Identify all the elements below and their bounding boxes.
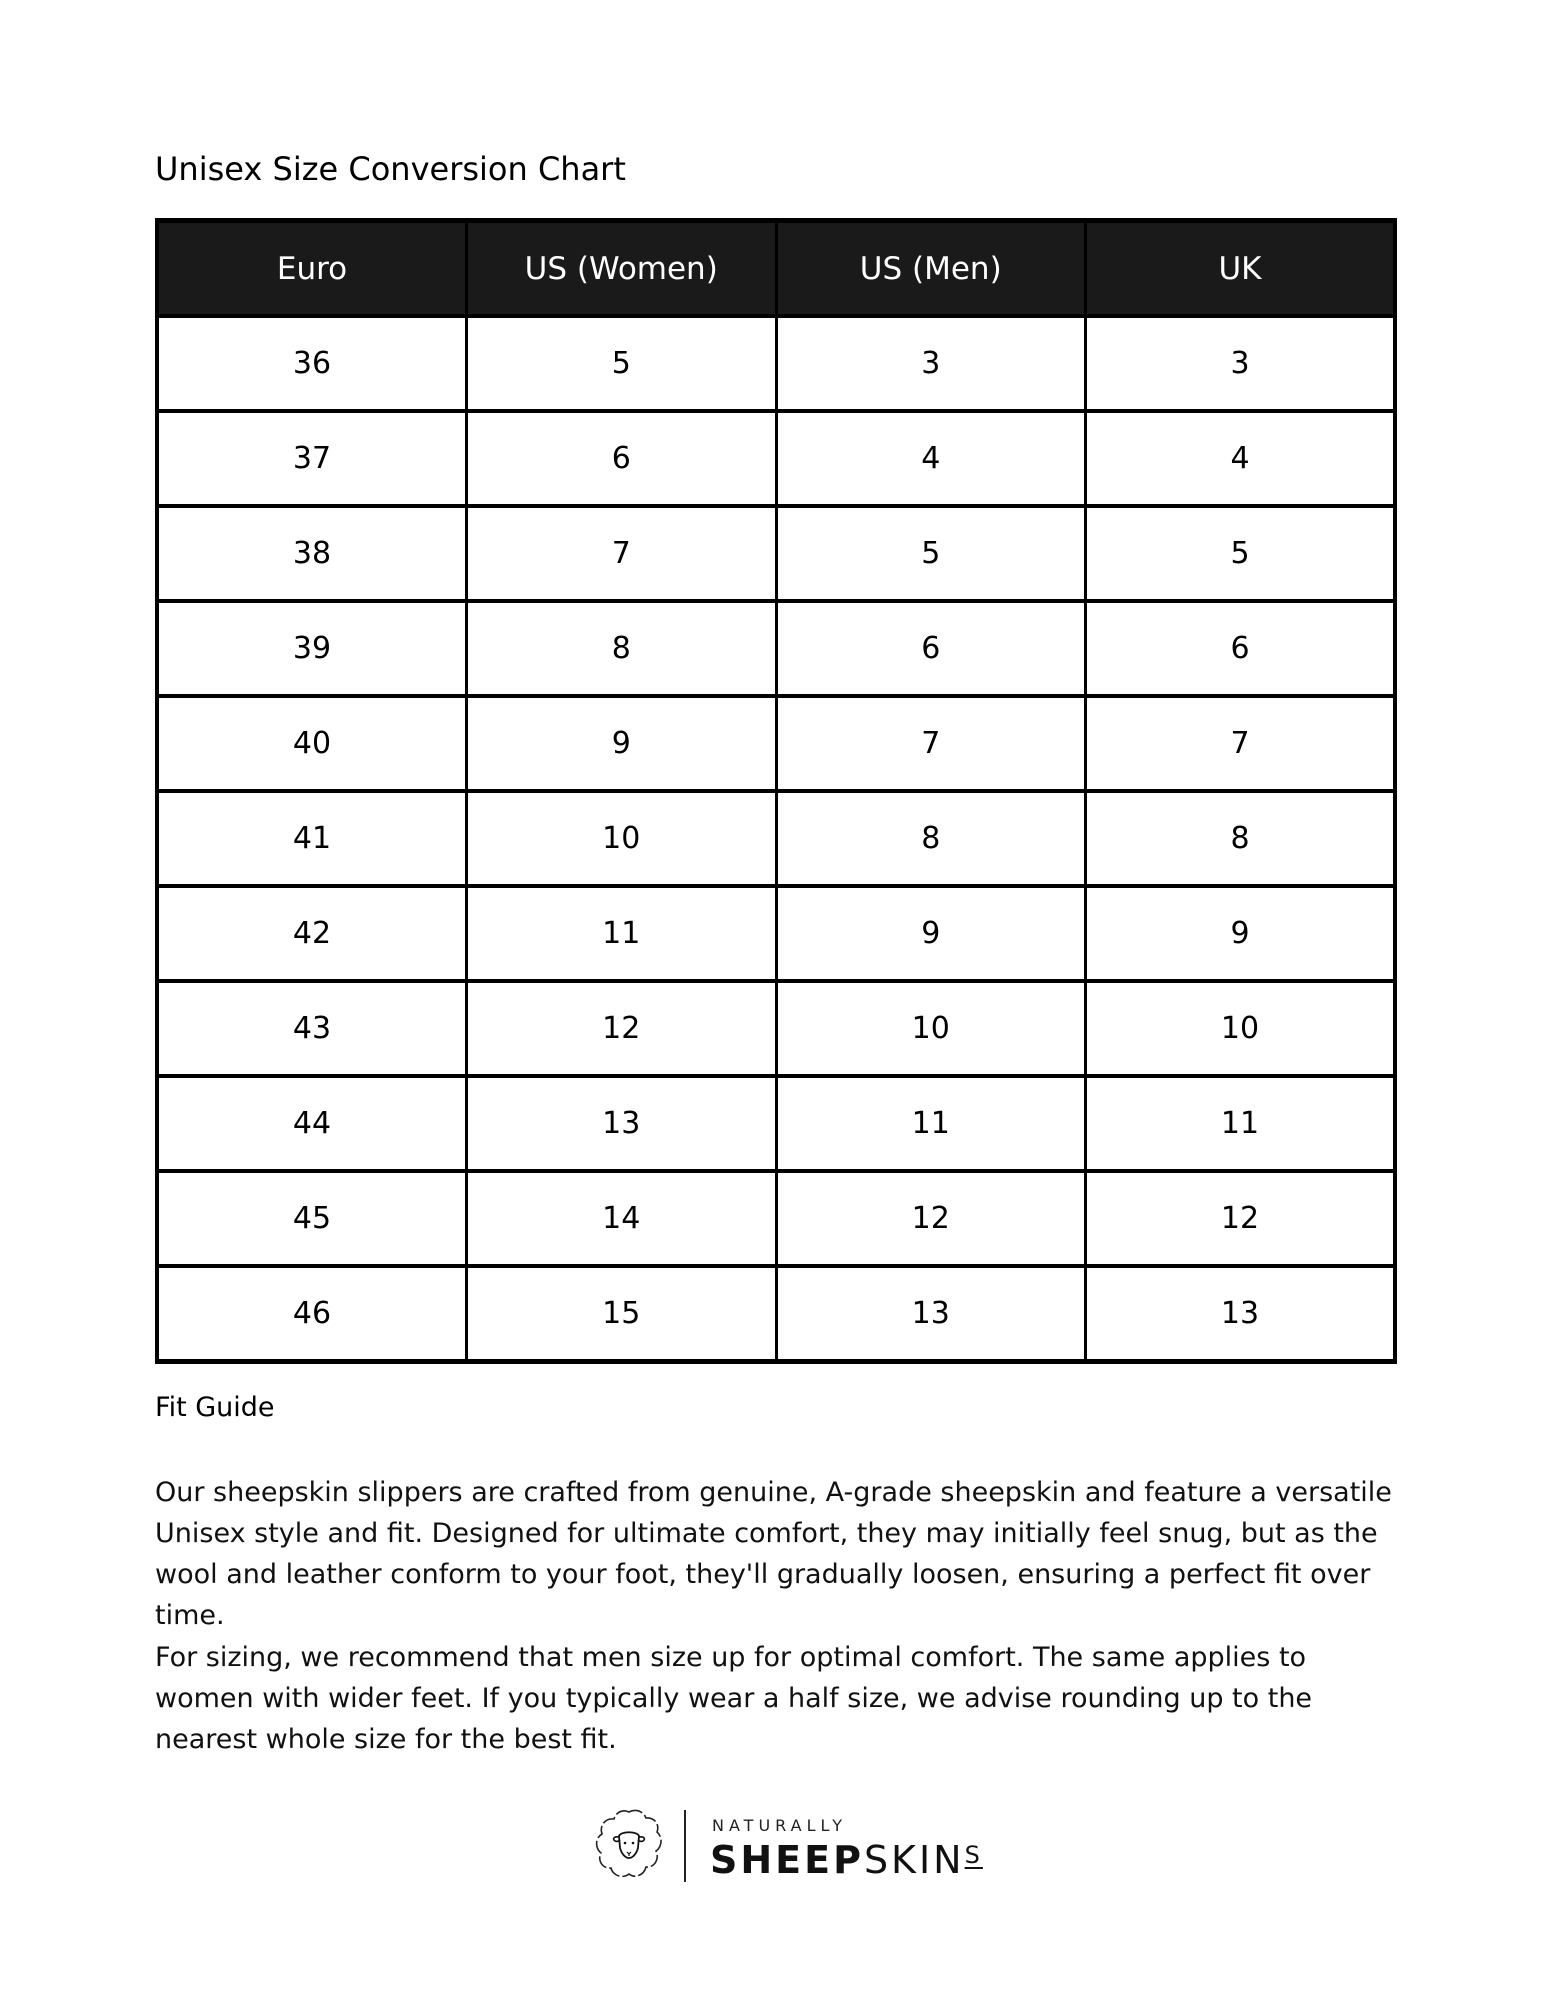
- brand-name-light: SKIN: [863, 1838, 965, 1882]
- cell-us-women: 9: [467, 696, 777, 791]
- brand-name: [710, 1838, 983, 1882]
- table-row: [157, 411, 1395, 506]
- cell-us-women: 13: [467, 1076, 777, 1171]
- page-title: Unisex Size Conversion Chart: [155, 150, 626, 188]
- cell-euro: 39: [157, 601, 467, 696]
- cell-us-men: 5: [776, 506, 1086, 601]
- cell-uk: 9: [1086, 886, 1396, 981]
- brand-name-bold: SHEEP: [710, 1838, 864, 1882]
- table-body: [157, 316, 1395, 1362]
- cell-euro: 41: [157, 791, 467, 886]
- fit-guide-paragraph-1: Our sheepskin slippers are crafted from genuine, A-grade sheepskin and feature a versatile Unisex style and fit. Designed for ultimate comfort, they may initially feel snug, but as the wool and leather conform to your foot, they'll gradually loosen, ensuring a perfect fit over time.: [155, 1477, 1392, 1631]
- cell-us-men: 8: [776, 791, 1086, 886]
- cell-euro: 45: [157, 1171, 467, 1266]
- cell-uk: 4: [1086, 411, 1396, 506]
- table-row: [157, 316, 1395, 411]
- cell-us-women: 6: [467, 411, 777, 506]
- size-conversion-table: [155, 218, 1397, 1364]
- cell-uk: 10: [1086, 981, 1396, 1076]
- cell-uk: 8: [1086, 791, 1396, 886]
- brand-logo: [594, 1806, 983, 1886]
- cell-euro: 37: [157, 411, 467, 506]
- cell-us-men: 11: [776, 1076, 1086, 1171]
- cell-euro: 42: [157, 886, 467, 981]
- column-header-uk: UK: [1086, 221, 1396, 317]
- cell-us-women: 10: [467, 791, 777, 886]
- column-header-us-men: US (Men): [776, 221, 1086, 317]
- cell-us-women: 15: [467, 1266, 777, 1362]
- cell-us-women: 5: [467, 316, 777, 411]
- table-row: [157, 981, 1395, 1076]
- table-row: [157, 886, 1395, 981]
- table-row: [157, 1266, 1395, 1362]
- cell-euro: 40: [157, 696, 467, 791]
- cell-us-men: 4: [776, 411, 1086, 506]
- cell-uk: 5: [1086, 506, 1396, 601]
- fit-guide-heading: Fit Guide: [155, 1392, 275, 1423]
- cell-us-women: 8: [467, 601, 777, 696]
- cell-us-men: 3: [776, 316, 1086, 411]
- table-row: [157, 696, 1395, 791]
- logo-divider: [684, 1810, 686, 1882]
- cell-us-men: 9: [776, 886, 1086, 981]
- table-row: [157, 791, 1395, 886]
- cell-us-men: 7: [776, 696, 1086, 791]
- table-row: [157, 506, 1395, 601]
- cell-uk: 12: [1086, 1171, 1396, 1266]
- cell-euro: 38: [157, 506, 467, 601]
- cell-uk: 11: [1086, 1076, 1396, 1171]
- cell-euro: 44: [157, 1076, 467, 1171]
- table-row: [157, 1171, 1395, 1266]
- column-header-us-women: US (Women): [467, 221, 777, 317]
- cell-euro: 43: [157, 981, 467, 1076]
- brand-tagline: NATURALLY: [712, 1816, 848, 1835]
- table-row: [157, 1076, 1395, 1171]
- cell-us-men: 10: [776, 981, 1086, 1076]
- cell-us-women: 12: [467, 981, 777, 1076]
- table-row: [157, 601, 1395, 696]
- cell-us-women: 11: [467, 886, 777, 981]
- cell-us-men: 6: [776, 601, 1086, 696]
- column-header-euro: Euro: [157, 221, 467, 317]
- cell-us-women: 14: [467, 1171, 777, 1266]
- cell-us-men: 12: [776, 1171, 1086, 1266]
- cell-uk: 6: [1086, 601, 1396, 696]
- cell-uk: 7: [1086, 696, 1396, 791]
- brand-name-suffix: S: [964, 1841, 983, 1869]
- table-header-row: [157, 221, 1395, 317]
- cell-uk: 3: [1086, 316, 1396, 411]
- cell-euro: 36: [157, 316, 467, 411]
- cell-uk: 13: [1086, 1266, 1396, 1362]
- cell-euro: 46: [157, 1266, 467, 1362]
- sheep-cloud-icon: [594, 1806, 664, 1884]
- cell-us-men: 13: [776, 1266, 1086, 1362]
- fit-guide-paragraph-2: For sizing, we recommend that men size up for optimal comfort. The same applies to women with wider feet. If you typically wear a half size, we advise rounding up to the nearest whole size for the best fit.: [155, 1642, 1313, 1755]
- cell-us-women: 7: [467, 506, 777, 601]
